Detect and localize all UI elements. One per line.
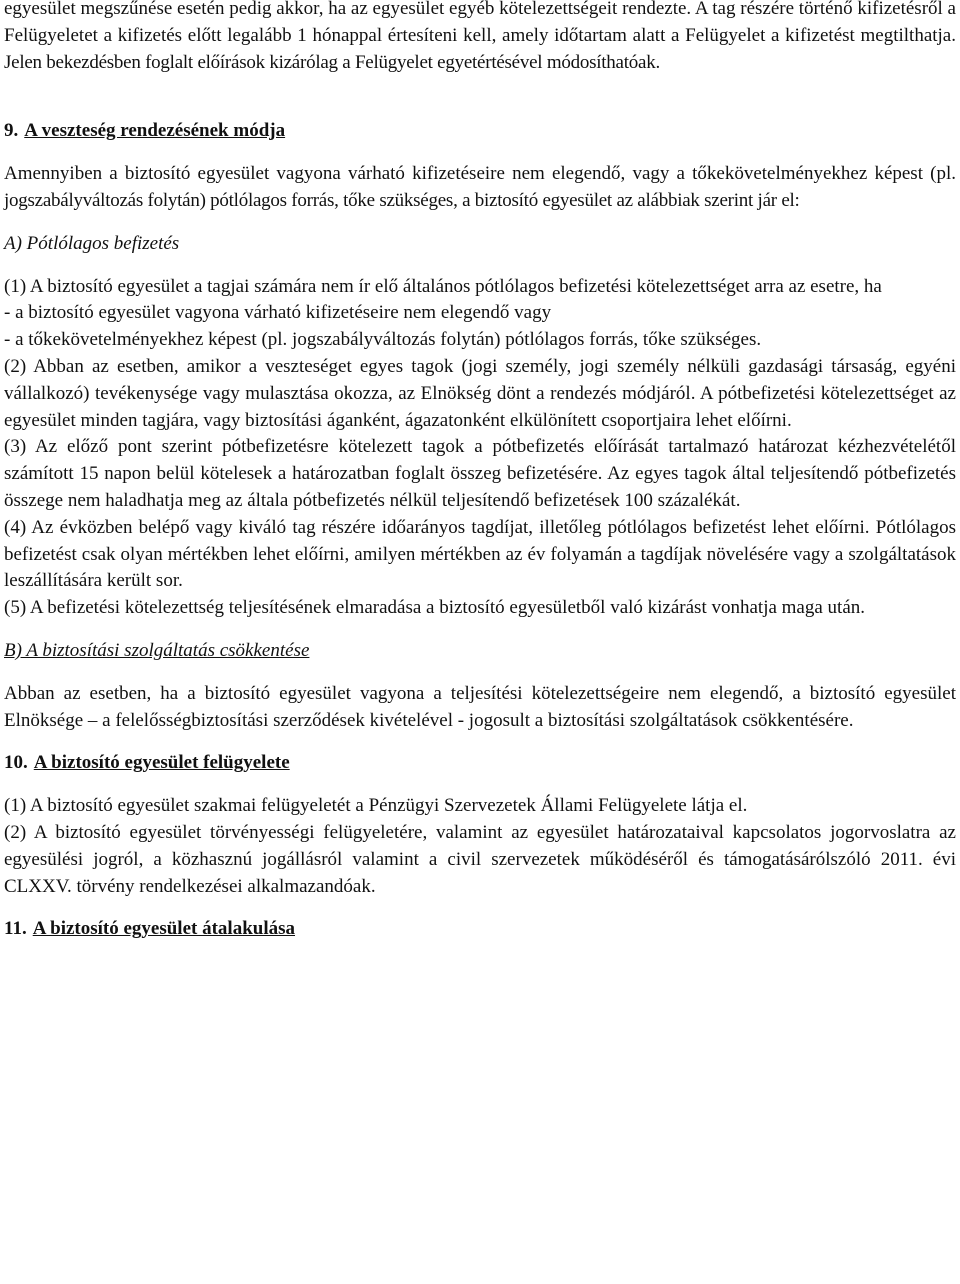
subsection-a-item-5: (5) A befizetési kötelezettség teljesítésének elmaradása a biztosító egyesületből való kizárást vonhatja maga után.	[4, 597, 866, 619]
section-10-number: 10.	[4, 752, 28, 774]
section-9-title: A veszteség rendezésének módja	[24, 120, 286, 142]
subsection-a-item-4: (4) Az évközben belépő vagy kiváló tag részére időarányos tagdíjat, illetőleg pótlólagos befizetést lehet előírni. Pótlólagos befizetést csak olyan mértékben lehet előírni, amilyen mértékben az év folyamán a tagdíjak növelésére vagy a szolgáltatások leszállítására került sor.	[4, 516, 956, 592]
subsection-a-item-1-dash-2: - a tőkekövetelményekhez képest (pl. jogszabályváltozás folytán) pótlólagos forrás, tőke szükséges.	[4, 329, 762, 351]
document-page	[4, 0, 956, 943]
subsection-a-item-1: (1) A biztosító egyesület a tagjai számára nem ír elő általános pótlólagos befizetési kötelezettséget arra az esetre, ha	[4, 275, 882, 297]
subsection-a-title: A) Pótlólagos befizetés	[4, 232, 180, 254]
paragraph-intro-text: egyesület megszűnése esetén pedig akkor, ha az egyesület egyéb kötelezettségeit rendezte. A tag részére történő kifizetésről a Felügyeletet a kifizetés előtt legalább 1 hónappal értesíteni kell, amely időtartam alatt a Felügyelet a kifizetést megtilthatja.	[4, 0, 956, 46]
section-9-intro	[4, 161, 956, 215]
section-9-intro-text: Amennyiben a biztosító egyesület vagyona várható kifizetéseire nem elegendő, vagy a tőkekövetelményekhez képest (pl.	[4, 163, 956, 185]
section-11-title: A biztosító egyesület átalakulása	[32, 918, 296, 940]
paragraph-intro-text-narrow: Jelen bekezdésben foglalt előírások kizárólag a Felügyelet egyetértésével módosíthatóak.	[4, 51, 660, 73]
subsection-a-item-1-dash-1: - a biztosító egyesület vagyona várható kifizetéseire nem elegendő vagy	[4, 302, 552, 324]
section-9-number: 9.	[4, 120, 19, 142]
paragraph-intro	[4, 0, 956, 76]
section-10-title: A biztosító egyesület felügyelete	[33, 752, 290, 774]
section-9-intro-text-narrow: jogszabályváltozás folytán) pótlólagos forrás, tőke szükséges, a biztosító egyesület az alábbiak szerint jár el:	[4, 189, 800, 211]
subsection-a-item-3: (3) Az előző pont szerint pótbefizetésre kötelezett tagok a pótbefizetés előírását tartalmazó határozat kézhezvételétől számított 15 napon belül kötelesek a határozatban foglalt összeg befizetésére. Az egyes tagok által teljesítendő pótbefizetés összege nem haladhatja meg az általa pótbefizetés nélkül teljesítendő befizetések 100 százalékát.	[4, 436, 956, 511]
section-11-heading	[4, 916, 956, 943]
subsection-a-item-2: (2) Abban az esetben, amikor a veszteséget egyes tagok (jogi személy, jogi személy nélküli gazdasági társaság, egyéni vállalkozó) tevékenysége vagy mulasztása okozza, az Elnökség dönt a rendezés módjáról. A pótbefizetési kötelezettséget az egyesület minden tagjára, vagy biztosítási áganként, ágazatonként elkülönített csoportjaira lehet előírni.	[4, 355, 956, 431]
section-9-heading	[4, 118, 956, 145]
section-10-item-2: (2) A biztosító egyesület törvényességi felügyeletére, valamint az egyesület határozataival kapcsolatos jogorvoslatra az egyesülési jogról, a közhasznú jogállásról valamint a civil szervezetek működéséről és támogatásárólszóló 2011. évi CLXXV. törvény rendelkezései alkalmazandóak.	[4, 821, 956, 897]
subsection-b-title: B) A biztosítási szolgáltatás csökkentése	[4, 639, 310, 661]
subsection-b-text: Abban az esetben, ha a biztosító egyesület vagyona a teljesítési kötelezettségeire nem elegendő, a biztosító egyesület Elnöksége – a felelősségbiztosítási szerződések kivételével - jogosult a biztosítási szolgáltatások csökkentésére.	[4, 682, 956, 731]
section-11-number: 11.	[4, 918, 27, 940]
section-10-heading	[4, 750, 956, 777]
section-10-item-1: (1) A biztosító egyesület szakmai felügyeletét a Pénzügyi Szervezetek Állami Felügyelete látja el.	[4, 795, 748, 817]
